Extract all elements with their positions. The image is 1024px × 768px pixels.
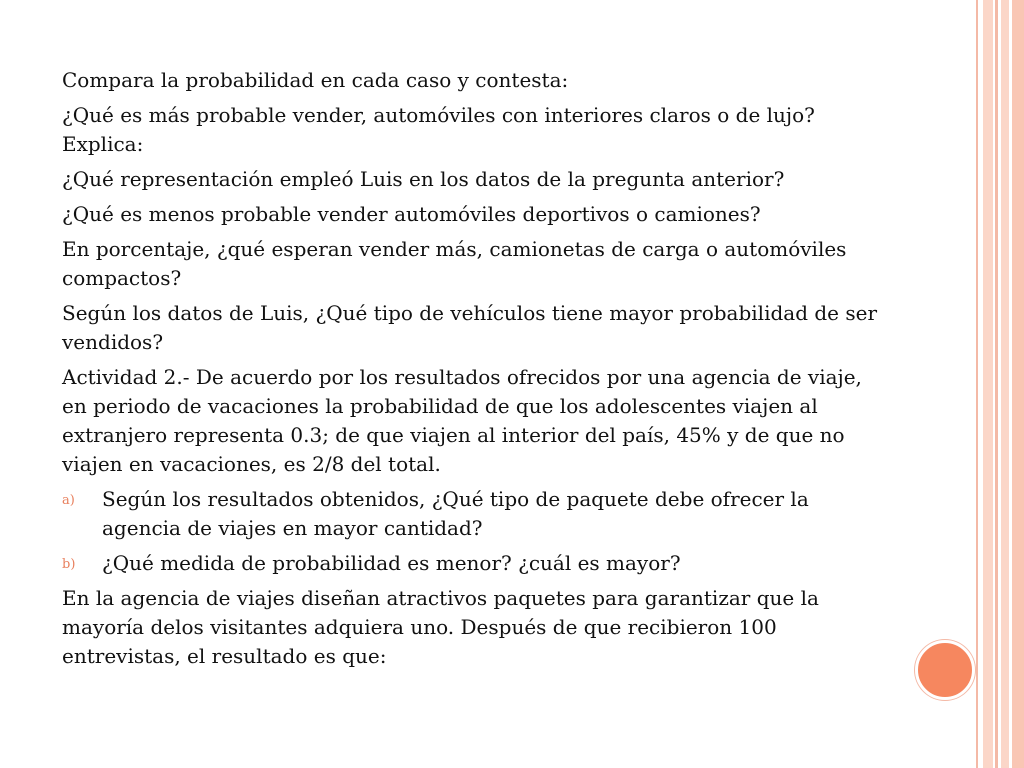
- question-vehicle-type: Según los datos de Luis, ¿Qué tipo de vehículos tiene mayor probabilidad de ser vendidos?: [62, 301, 878, 354]
- decorative-stripe: [995, 0, 998, 768]
- instruction-text: Compara la probabilidad en cada caso y contesta:: [62, 68, 569, 92]
- decorative-stripe: [1001, 0, 1009, 768]
- decorative-stripe: [1012, 0, 1024, 768]
- list-item: [62, 549, 892, 578]
- question-representation: ¿Qué representación empleó Luis en los datos de la pregunta anterior?: [62, 167, 785, 191]
- list-item: [62, 485, 892, 543]
- list-marker: b): [62, 557, 76, 572]
- decorative-stripe: [983, 0, 993, 768]
- list-marker: a): [62, 493, 75, 508]
- question-percentage: En porcentaje, ¿qué esperan vender más, camionetas de carga o automóviles compactos?: [62, 237, 847, 290]
- closing-paragraph: En la agencia de viajes diseñan atractivos paquetes para garantizar que la mayoría delos visitantes adquiera uno. Después de que recibieron 100 entrevistas, el resultado es que:: [62, 586, 819, 668]
- question-less-probable: ¿Qué es menos probable vender automóviles deportivos o camiones?: [62, 202, 761, 226]
- decorative-stripe: [976, 0, 978, 768]
- question-interiors: ¿Qué es más probable vender, automóviles con interiores claros o de lujo? Explica:: [62, 103, 815, 156]
- list-item-text: Según los resultados obtenidos, ¿Qué tipo de paquete debe ofrecer la agencia de viajes en mayor cantidad?: [102, 487, 809, 540]
- list-item-text: ¿Qué medida de probabilidad es menor? ¿cuál es mayor?: [102, 551, 681, 575]
- slide-body: [62, 66, 892, 677]
- decorative-circle: [915, 640, 975, 700]
- activity-2-text: Actividad 2.- De acuerdo por los resultados ofrecidos por una agencia de viaje, en periodo de vacaciones la probabilidad de que los adolescentes viajen al extranjero representa 0.3; de que viajen al interior del país, 45% y de que no viajen en vacaciones, es 2/8 del total.: [62, 365, 862, 476]
